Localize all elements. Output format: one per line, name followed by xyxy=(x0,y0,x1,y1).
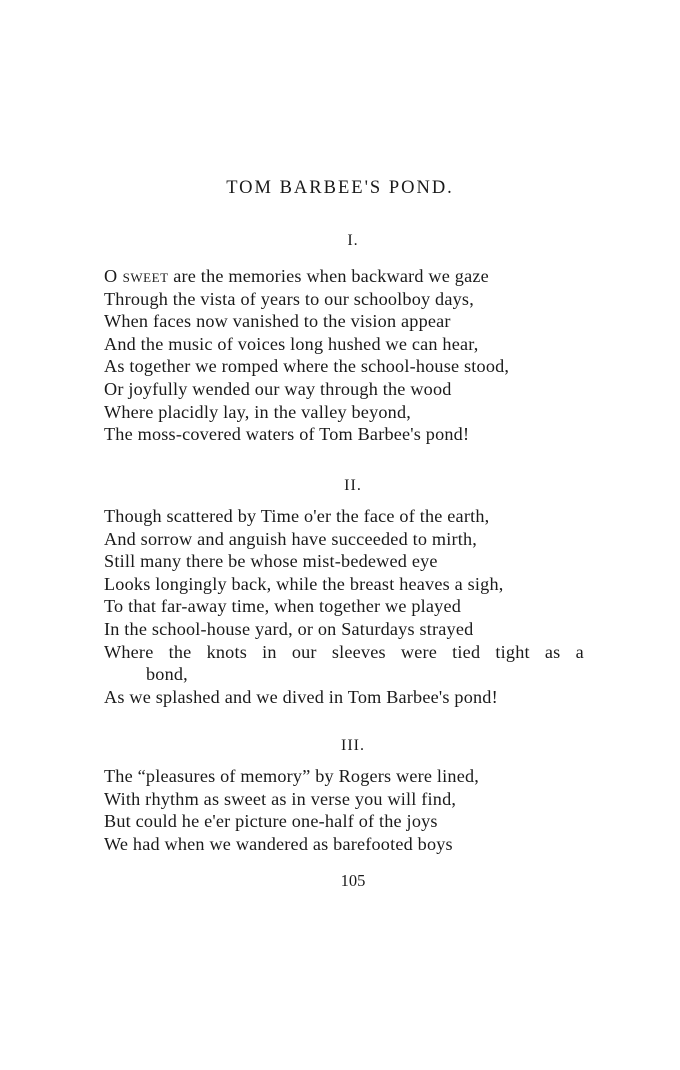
section-numeral-2: II. xyxy=(344,477,362,494)
word: the xyxy=(168,641,192,662)
section-numeral-1: I. xyxy=(347,232,359,249)
word: in xyxy=(262,641,277,662)
stanza-1-line-1 xyxy=(104,265,594,288)
stanza-2-line-5: To that far-away time, when together we played xyxy=(104,596,462,617)
stanza-1-line-4: And the music of voices long hushed we can hear, xyxy=(104,333,479,354)
stanza-2-line-7 xyxy=(104,641,584,664)
stanza-1-line-6: Or joyfully wended our way through the wood xyxy=(104,378,452,399)
stanza-1-line-5: As together we romped where the school-house stood, xyxy=(104,356,510,377)
word: a xyxy=(575,641,584,662)
word: as xyxy=(544,641,561,662)
stanza-3-line-1: The “pleasures of memory” by Rogers were lined, xyxy=(104,766,480,786)
drop-word: O sweet xyxy=(104,266,169,286)
stanza-2-line-4: Looks longingly back, while the breast heaves a sigh, xyxy=(104,573,504,594)
stanza-1-line-7: Where placidly lay, in the valley beyond, xyxy=(104,401,412,422)
word: tied xyxy=(452,641,481,662)
word: our xyxy=(291,641,317,662)
stanza-3 xyxy=(104,765,594,855)
section-numeral-3: III. xyxy=(341,737,365,754)
stanza-2-line-1: Though scattered by Time o'er the face of the earth, xyxy=(104,506,490,526)
line-text: are the memories when backward we gaze xyxy=(168,266,489,286)
stanza-1-line-8: The moss-covered waters of Tom Barbee's pond! xyxy=(104,424,470,445)
stanza-2-line-6: In the school-house yard, or on Saturdays strayed xyxy=(104,618,474,639)
stanza-1 xyxy=(104,265,594,446)
word: were xyxy=(400,641,438,662)
stanza-3-line-3: But could he e'er picture one-half of the joys xyxy=(104,811,438,832)
poem-title: TOM BARBEE'S POND. xyxy=(226,178,454,198)
stanza-1-line-3: When faces now vanished to the vision appear xyxy=(104,311,451,332)
word: Where xyxy=(104,641,154,662)
stanza-2-line-3: Still many there be whose mist-bedewed eye xyxy=(104,551,438,572)
stanza-1-line-2: Through the vista of years to our schoolboy days, xyxy=(104,288,474,309)
stanza-2-line-last: As we splashed and we dived in Tom Barbee's pond! xyxy=(104,686,498,707)
word: knots xyxy=(206,641,247,662)
stanza-3-line-4: We had when we wandered as barefooted boys xyxy=(104,833,453,854)
stanza-3-line-2: With rhythm as sweet as in verse you will find, xyxy=(104,788,457,809)
word: tight xyxy=(495,641,530,662)
stanza-2 xyxy=(104,505,594,708)
stanza-2-line-2: And sorrow and anguish have succeeded to mirth, xyxy=(104,528,478,549)
page-number: 105 xyxy=(340,871,366,890)
stanza-2-line-continuation: bond, xyxy=(146,664,188,685)
word: sleeves xyxy=(331,641,386,662)
